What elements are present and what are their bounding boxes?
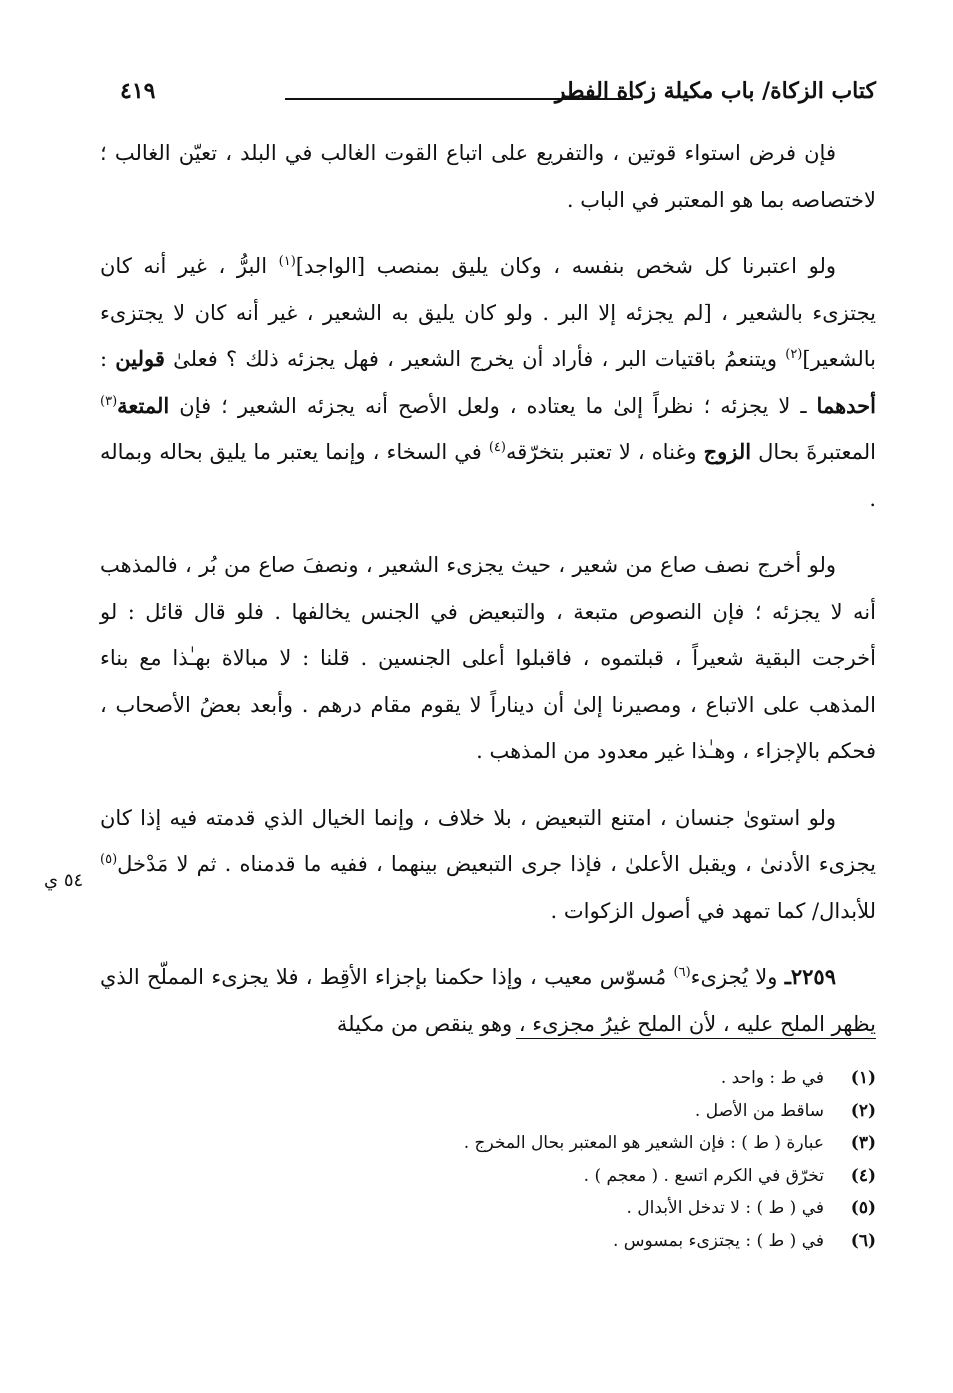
paragraph-4 [100, 795, 876, 935]
footnote-number: (٦) [850, 1230, 876, 1251]
footnote-number: (٥) [850, 1198, 876, 1219]
footnote-ref[interactable]: (٤) [488, 440, 506, 455]
paragraph-text: المعتبرةَ بحال [751, 440, 876, 464]
footnote-item [276, 1160, 876, 1193]
footnote-item [276, 1062, 876, 1095]
paragraph-text: ولو أخرج نصف صاع من شعير ، حيث يجزىء الشعير ، ونصفَ صاع من بُر ، فالمذهب أنه لا يجزئه ؛ فإن النصوص متبعة ، والتبعيض في الجنس يخالفها . فلو قال قائل : لو أخرجت البقية شعيراً ، قبلتموه ، فاقبلوا أعلى الجنسين . قلنا : لا مبالاة بهـٰذا مع بناء المذهب على الاتباع ، ومصيرنا إلىٰ أن ديناراً لا يقوم مقام درهم . وأبعد بعضُ الأصحاب ، فحكم بالإجزاء ، وهـٰذا غير معدود من المذهب . [100, 553, 876, 763]
footnote-text: ساقط من الأصل . [694, 1100, 824, 1121]
footnote-item [276, 1127, 876, 1160]
footnote-ref[interactable]: (٦) [673, 965, 691, 980]
paragraph-text: : [100, 347, 116, 371]
footnote-number: (٢) [850, 1100, 876, 1121]
paragraph-text: ـ لا يجزئه ؛ نظراً إلىٰ ما يعتاده ، ولعل الأصح أنه يجزئه الشعير ؛ فإن [169, 393, 817, 418]
footnotes [276, 1062, 876, 1258]
header-rule [285, 98, 633, 100]
footnote-text: في ط : واحد . [720, 1068, 824, 1088]
paragraph-text: وغناه ، لا تعتبر بتخرّقه [505, 440, 704, 464]
footnote-item [276, 1225, 876, 1258]
footnote-item [276, 1095, 876, 1128]
running-title: كتاب الزكاة/ باب مكيلة زكاة الفطر [554, 78, 876, 104]
bold-term: الزوج [703, 439, 752, 464]
main-text [100, 130, 876, 1047]
footnote-ref[interactable]: (٥) [100, 852, 118, 867]
issue-number: ٢٢٥٩ـ [784, 964, 836, 989]
paragraph-text: في السخاء ، وإنما يعتبر ما يليق بحاله وبماله . [100, 440, 876, 511]
bold-term: قولين [115, 346, 165, 371]
footnote-text: تخرّق في الكرم اتسع . ( معجم ) . [583, 1165, 824, 1186]
page-number: ٤١٩ [120, 78, 156, 104]
footnote-item [276, 1192, 876, 1225]
paragraph-2259 [100, 954, 876, 1047]
footnote-ref[interactable]: (١) [278, 254, 296, 269]
footnote-number: (٣) [850, 1133, 876, 1154]
page-header [100, 78, 876, 118]
footnote-ref[interactable]: (٢) [785, 347, 803, 362]
margin-manuscript-note: ٥٤ ي [44, 870, 84, 891]
footnote-rule [516, 1038, 876, 1039]
footnote-ref[interactable]: (٣) [100, 393, 118, 409]
bold-term: أحدهما [816, 392, 876, 418]
footnote-number: (١) [850, 1068, 876, 1088]
paragraph-1 [100, 130, 876, 223]
paragraph-text: البرُّ ، غير أنه كان يجتزىء بالشعير ، [لم يجزئه إلا البر . ولو كان يليق به الشعير ، غير أنه كان لا يجتزىء بالشعير] [100, 254, 876, 371]
paragraph-text: ويتنعمُ باقتيات البر ، فأراد أن يخرج الشعير ، فهل يجزئه ذلك ؟ فعلىٰ [164, 347, 786, 371]
paragraph-text: ولو استوىٰ جنسان ، امتنع التبعيض ، بلا خلاف ، وإنما الخيال الذي قدمته فيه إذا كان يجزىء الأدنىٰ ، ويقبل الأعلىٰ ، فإذا جرى التبعيض بينهما ، ففيه ما قدمناه . ثم لا مَدْخل [100, 805, 876, 876]
footnote-text: في ( ط ) : يجتزىء بمسوس . [612, 1230, 824, 1251]
paragraph-text: مُسوّس معيب ، وإذا حكمنا بإجزاء الأقِط ، فلا يجزىء المملّح الذي يظهر الملح عليه ، لأن الملح غيرُ مجزىء ، وهو ينقص من مكيلة [100, 965, 876, 1036]
footnote-text: عبارة ( ط ) : فإن الشعير هو المعتبر بحال المخرج . [463, 1133, 824, 1154]
paragraph-3 [100, 542, 876, 775]
paragraph-2 [100, 243, 876, 522]
paragraph-text: ولو اعتبرنا كل شخص بنفسه ، وكان يليق بمنصب [الواجد] [295, 254, 836, 278]
paragraph-text: للأبدال/ كما تمهد في أصول الزكوات . [550, 898, 876, 923]
paragraph-text: ولا يُجزىء [690, 965, 785, 989]
bold-term: المتعة [117, 392, 170, 418]
footnote-number: (٤) [850, 1165, 876, 1186]
footnote-text: في ( ط ) : لا تدخل الأبدال . [626, 1198, 824, 1219]
paragraph-text: فإن فرض استواء قوتين ، والتفريع على اتباع القوت الغالب في البلد ، تعيّن الغالب ؛ لاختصاصه بما هو المعتبر في الباب . [100, 141, 876, 212]
